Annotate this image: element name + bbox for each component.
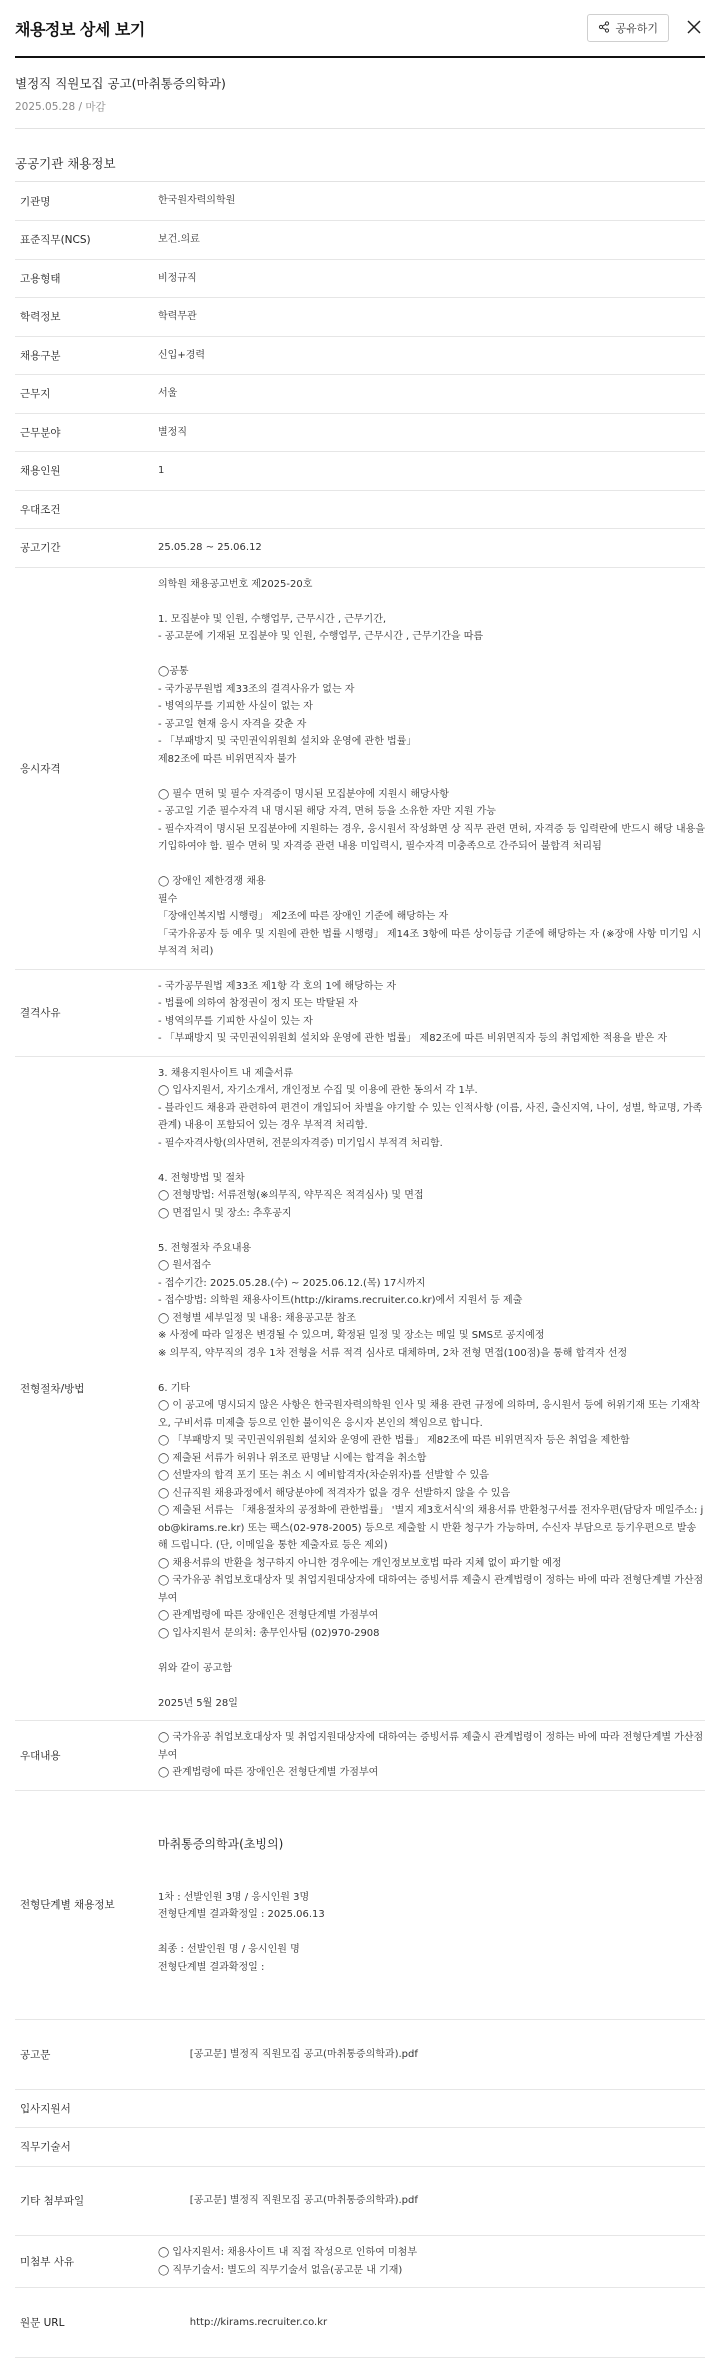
application-form-value	[158, 2089, 705, 2128]
disqualification-value: - 국가공무원법 제33조 제1항 각 호의 1에 해당하는 자 - 법률에 의하여 참정권이 정지 또는 박탈된 자 - 병역의무를 기피한 사실이 있는 자 - 「부패방지 및 국민권익위원회 설치와 운영에 관한 법률」 제82조에 따른 비위면직자 등의 취업제한 적용을 받은 자	[158, 969, 705, 1056]
info-row-employment	[15, 259, 705, 298]
hire-type-label: 채용구분	[15, 336, 158, 375]
employment-label: 고용형태	[15, 259, 158, 298]
hire-type-value: 신입+경력	[158, 336, 705, 375]
info-row-education	[15, 298, 705, 337]
section-title: 공공기관 채용정보	[15, 129, 705, 182]
job-description-value	[158, 2128, 705, 2167]
stage-detail: 1차 : 선발인원 3명 / 응시인원 3명 전형단계별 결과확정일 : 2025.06.13 최종 : 선발인원 명 / 응시인원 명 전형단계별 결과확정일 :	[158, 1891, 325, 1973]
missing-reason-label: 미첨부 사유	[15, 2236, 158, 2288]
share-label: 공유하기	[615, 22, 658, 35]
headcount-label: 채용인원	[15, 452, 158, 491]
info-row-application-form	[15, 2089, 705, 2128]
job-info-table	[15, 182, 705, 2358]
info-row-stage	[15, 1790, 705, 2020]
info-row-missing-reason	[15, 2236, 705, 2288]
url-label: 원문 URL	[15, 2288, 158, 2358]
info-row-disqualification	[15, 969, 705, 1056]
post-summary	[15, 58, 705, 129]
info-row-notice	[15, 2020, 705, 2090]
info-row-org	[15, 182, 705, 221]
page-title: 채용정보 상세 보기	[15, 19, 145, 39]
etc-attachment-cell	[158, 2166, 705, 2236]
info-row-procedure	[15, 1056, 705, 1721]
stage-label: 전형단계별 채용정보	[15, 1790, 158, 2020]
missing-reason-value: ◯ 입사지원서: 채용사이트 내 직접 작성으로 인하여 미첨부 ◯ 직무기술서: 별도의 직무기술서 없음(공고문 내 기재)	[158, 2236, 705, 2288]
etc-attachment-label: 기타 첨부파일	[15, 2166, 158, 2236]
close-icon	[686, 19, 702, 38]
info-row-qualification	[15, 567, 705, 969]
etc-attachment-link[interactable]: [공고문] 별정직 직원모집 공고(마취통증의학과).pdf	[189, 2195, 418, 2206]
info-row-period	[15, 529, 705, 568]
education-label: 학력정보	[15, 298, 158, 337]
org-label: 기관명	[15, 182, 158, 221]
notice-label: 공고문	[15, 2020, 158, 2090]
share-button[interactable]	[587, 14, 669, 42]
info-row-url	[15, 2288, 705, 2358]
application-form-label: 입사지원서	[15, 2089, 158, 2128]
header-bar	[15, 0, 705, 58]
procedure-label: 전형절차/방법	[15, 1056, 158, 1721]
info-row-hire-type	[15, 336, 705, 375]
source-url-link[interactable]: http://kirams.recruiter.co.kr	[189, 2316, 328, 2328]
work-field-value: 별정직	[158, 413, 705, 452]
qualification-label: 응시자격	[15, 567, 158, 969]
headcount-value: 1	[158, 452, 705, 491]
org-value: 한국원자력의학원	[158, 182, 705, 221]
share-icon	[598, 21, 610, 36]
stage-cell	[158, 1790, 705, 2020]
employment-value: 비정규직	[158, 259, 705, 298]
preference-detail-value: ◯ 국가유공 취업보호대상자 및 취업지원대상자에 대하여는 증빙서류 제출시 관계법령이 정하는 바에 따라 전형단계별 가산점 부여 ◯ 관계법령에 따른 장애인은 전형단계별 가점부여	[158, 1721, 705, 1791]
notice-cell	[158, 2020, 705, 2090]
location-label: 근무지	[15, 375, 158, 414]
period-value: 25.05.28 ~ 25.06.12	[158, 529, 705, 568]
ncs-label: 표준직무(NCS)	[15, 221, 158, 260]
period-label: 공고기간	[15, 529, 158, 568]
info-row-location	[15, 375, 705, 414]
post-date: 2025.05.28 / 마감	[15, 101, 106, 113]
preference-value	[158, 490, 705, 529]
post-title: 별정직 직원모집 공고(마취통증의학과)	[15, 76, 226, 91]
work-field-label: 근무분야	[15, 413, 158, 452]
notice-file-link[interactable]: [공고문] 별정직 직원모집 공고(마취통증의학과).pdf	[189, 2048, 418, 2060]
disqualification-label: 결격사유	[15, 969, 158, 1056]
info-row-preference	[15, 490, 705, 529]
info-row-headcount	[15, 452, 705, 491]
info-row-job-description	[15, 2128, 705, 2167]
job-description-label: 직무기술서	[15, 2128, 158, 2167]
ncs-value: 보건.의료	[158, 221, 705, 260]
header-actions	[587, 14, 705, 42]
info-row-field	[15, 413, 705, 452]
info-row-ncs	[15, 221, 705, 260]
preference-label: 우대조건	[15, 490, 158, 529]
qualification-value: 의학원 채용공고번호 제2025-20호 1. 모집분야 및 인원, 수행업무, 근무시간 , 근무기간, - 공고문에 기재된 모집분야 및 인원, 수행업무, 근무시간 , 근무기간을 따름 ◯공통 - 국가공무원법 제33조의 결격사유가 없는 자 - 병역의무를 기피한 사실이 없는 자 - 공고일 현재 응시 자격을 갖춘 자 - 「부패방지 및 국민권익위원회 설치와 운영에 관한 법률」 제82조에 따른 비위면직자 불가 ◯ 필수 면허 및 필수 자격증이 명시된 모집분야에 지원시 해당사항 - 공고일 기준 필수자격 내 명시된 해당 자격, 면허 등을 소유한 자만 지원 가능 - 필수자격이 명시된 모집분야에 지원하는 경우, 응시원서 작성화면 상 직무 관련 면허, 자격증 등 입력란에 반드시 해당 내용을 기입하여야 함. 필수 면허 및 자격증 관련 내용 미입력시, 필수자격 미충족으로 간주되어 불합격 처리됨 ◯ 장애인 제한경쟁 채용 필수 「장애인복지법 시행령」 제2조에 따른 장애인 기준에 해당하는 자 「국가유공자 등 예우 및 지원에 관한 법률 시행령」 제14조 3항에 따른 상이등급 기준에 해당하는 자 (※장애 사항 미기입 시 부적격 처리)	[158, 567, 705, 969]
procedure-value: 3. 채용지원사이트 내 제출서류 ◯ 입사지원서, 자기소개서, 개인정보 수집 및 이용에 관한 동의서 각 1부. - 블라인드 채용과 관련하여 편견이 개입되어 차별을 야기할 수 있는 인적사항 (이름, 사진, 출신지역, 나이, 성별, 학교명, 가족관계) 내용이 포함되어 있는 경우 부적격 처리함. - 필수자격사항(의사면허, 전문의자격증) 미기입시 부적격 처리함. 4. 전형방법 및 절차 ◯ 전형방법: 서류전형(※의무직, 약무직은 적격심사) 및 면접 ◯ 면접일시 및 장소: 추후공지 5. 전형절차 주요내용 ◯ 원서접수 - 접수기간: 2025.05.28.(수) ~ 2025.06.12.(목) 17시까지 - 접수방법: 의학원 채용사이트(http://kirams.recruiter.co.kr)에서 지원서 등 제출 ◯ 전형별 세부일정 및 내용: 채용공고문 참조 ※ 사정에 따라 일정은 변경될 수 있으며, 확정된 일정 및 장소는 메일 및 SMS로 공지예정 ※ 의무직, 약무직의 경우 1차 전형을 서류 적격 심사로 대체하며, 2차 전형 면접(100점)을 통해 합격자 선정 6. 기타 ◯ 이 공고에 명시되지 않은 사항은 한국원자력의학원 인사 및 채용 관련 규정에 의하며, 응시원서 등에 허위기재 또는 기재착오, 구비서류 미제출 등으로 인한 불이익은 응시자 본인의 책임으로 합니다. ◯ 「부패방지 및 국민권익위원회 설치와 운영에 관한 법률」 제82조에 따른 비위면직자 등은 취업을 제한함 ◯ 제출된 서류가 허위나 위조로 판명날 시에는 합격을 취소함 ◯ 선발자의 합격 포기 또는 취소 시 예비합격자(차순위자)를 선발할 수 있음 ◯ 신규직원 채용과정에서 해당분야에 적격자가 없을 경우 선발하지 않을 수 있음 ◯ 제출된 서류는 「채용절차의 공정화에 관한법률」 '별지 제3호서식'의 채용서류 반환청구서를 전자우편(담당자 메일주소: job@kirams.re.kr) 또는 팩스(02-978-2005) 등으로 제출할 시 반환 청구가 가능하며, 수신자 부담으로 등기우편으로 발송해 드립니다. (단, 이메일을 통한 제출자료 등은 제외) ◯ 채용서류의 반환을 청구하지 아니한 경우에는 개인정보보호법 따라 지체 없이 파기할 예정 ◯ 국가유공 취업보호대상자 및 취업지원대상자에 대하여는 증빙서류 제출시 관계법령이 정하는 바에 따라 전형단계별 가산점 부여 ◯ 관계법령에 따른 장애인은 전형단계별 가점부여 ◯ 입사지원서 문의처: 총무인사팀 (02)970-2908 위와 같이 공고함 2025년 5월 28일	[158, 1056, 705, 1721]
preference-detail-label: 우대내용	[15, 1721, 158, 1791]
education-value: 학력무관	[158, 298, 705, 337]
info-row-etc-attachment	[15, 2166, 705, 2236]
close-button[interactable]	[683, 17, 705, 39]
info-row-preference-detail	[15, 1721, 705, 1791]
stage-name: 마취통증의학과(초빙의)	[158, 1836, 284, 1851]
location-value: 서울	[158, 375, 705, 414]
url-cell	[158, 2288, 705, 2358]
